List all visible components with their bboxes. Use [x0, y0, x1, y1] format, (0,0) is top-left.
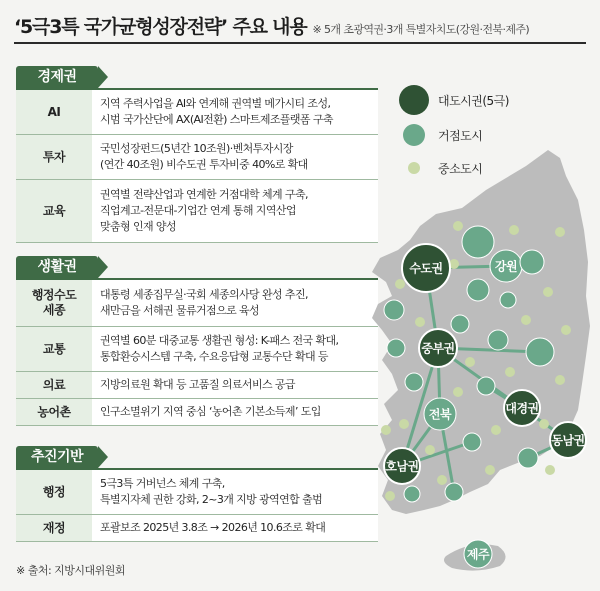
city-label-daegyeong: 대경권 — [505, 401, 539, 416]
row-label: 교육 — [16, 180, 92, 242]
city-label-honam: 호남권 — [385, 459, 419, 474]
section-tab-economy: 경제권 — [16, 66, 98, 88]
city-label-capital: 수도권 — [409, 261, 443, 276]
legend-hub-label: 거점도시 — [438, 129, 483, 143]
row-label: 행정수도 세종 — [16, 280, 92, 326]
row-text: 대통령 세종집무실·국회 세종의사당 완성 추진, 새만금을 서해권 물류거점으로 육성 — [100, 288, 308, 317]
legend-small-swatch — [408, 162, 420, 174]
row-text: 지역 주력사업을 AI와 연계해 권역별 메가시티 조성, 시범 국가산단에 AX(AI전환) 스마트제조플랫폼 구축 — [100, 97, 333, 126]
legend-metro-swatch — [399, 85, 429, 115]
row-label: 행정 — [16, 470, 92, 514]
section-tab-foundation: 추진기반 — [16, 446, 98, 468]
row-text: 국민성장펀드(5년간 10조원)·벤처투자시장 (연간 40조원) 비수도권 투자비중 40%로 확대 — [100, 142, 308, 171]
legend-small-label: 중소도시 — [438, 162, 483, 176]
city-label-gangwon: 강원 — [494, 259, 518, 274]
city-label-jeonbuk: 전북 — [428, 407, 452, 422]
row-text: 포괄보조 2025년 3.8조 → 2026년 10.6조로 확대 — [100, 521, 326, 534]
row-text: 인구소멸위기 지역 중심 ‘농어촌 기본소득제’ 도입 — [100, 405, 321, 418]
row-text: 권역별 60분 대중교통 생활권 형성: K-패스 전국 확대, 통합환승시스템 구축, 수요응답형 교통수단 확대 등 — [100, 334, 339, 363]
row-text: 지방의료원 확대 등 고품질 의료서비스 공급 — [100, 378, 295, 391]
row-text: 권역별 전략산업과 연계한 거점대학 체계 구축, 직업계고-전문대-기업간 연계 통해 지역산업 맞춤형 인재 양성 — [100, 188, 308, 233]
row-label: 재정 — [16, 515, 92, 541]
title-text: ‘5극3특 국가균형성장전략’ 주요 내용 — [14, 16, 307, 38]
legend-hub-swatch — [403, 124, 425, 146]
city-label-jeju: 제주 — [466, 547, 490, 562]
row-label: AI — [16, 90, 92, 134]
title-subtitle: ※ 5개 초광역권·3개 특별자치도(강원·전북·제주) — [312, 23, 530, 36]
row-label: 투자 — [16, 135, 92, 179]
row-label: 농어촌 — [16, 399, 92, 425]
section-tab-living: 생활권 — [16, 256, 98, 278]
source-note: ※ 출처: 지방시대위원회 — [16, 564, 126, 577]
row-label: 의료 — [16, 372, 92, 398]
city-label-southeast: 동남권 — [551, 433, 585, 448]
legend-metro-label: 대도시권(5극) — [438, 94, 509, 108]
row-label: 교통 — [16, 327, 92, 371]
row-text: 5극3특 거버넌스 체계 구축, 특별지자체 권한 강화, 2~3개 지방 광역연합 출범 — [100, 477, 323, 506]
city-label-central: 중부권 — [421, 341, 455, 356]
